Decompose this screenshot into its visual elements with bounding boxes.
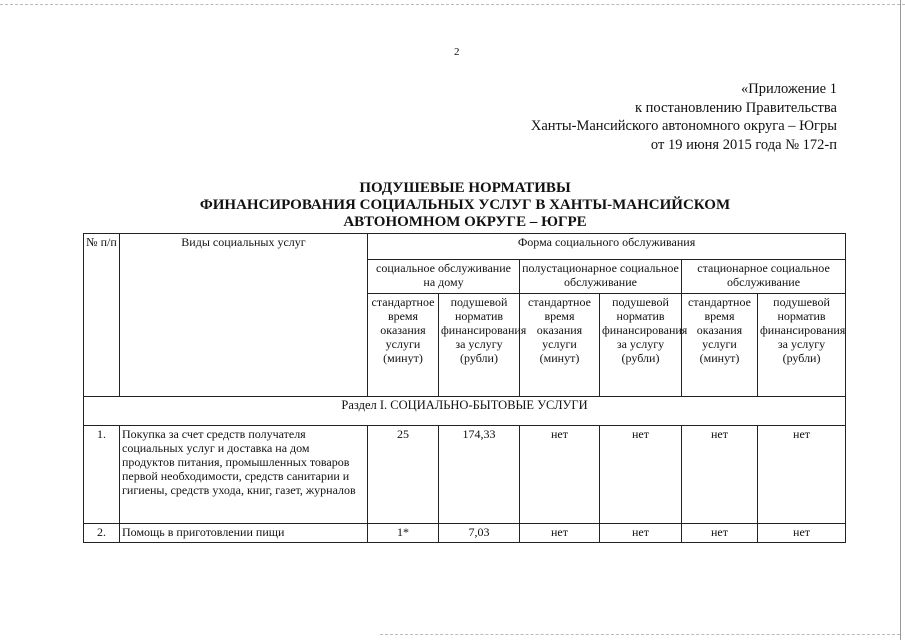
cell-value: 7,03 xyxy=(439,524,520,543)
service-name: Покупка за счет средств получателя социальных услуг и доставка на дом продуктов питания, промышленных товаров первой необходимости, средств санитарии и гигиены, средств ухода, книг, газет, журналов xyxy=(120,426,368,524)
cell-value: 1* xyxy=(368,524,439,543)
header-form-semistationary: полустационарное социальное обслуживание xyxy=(520,260,682,294)
header-form: Форма социального обслуживания xyxy=(368,234,846,260)
cell-value: 25 xyxy=(368,426,439,524)
cell-value: 174,33 xyxy=(439,426,520,524)
row-number: 1. xyxy=(84,426,120,524)
cell-value: нет xyxy=(682,426,758,524)
header-num: № п/п xyxy=(84,234,120,397)
service-name: Помощь в приготовлении пищи xyxy=(120,524,368,543)
header-subcol: подушевой норматив финансирования за услугу (рубли) xyxy=(439,294,520,397)
page-number: 2 xyxy=(454,46,460,58)
table-row xyxy=(84,426,846,524)
title-line-2: ФИНАНСИРОВАНИЯ СОЦИАЛЬНЫХ УСЛУГ В ХАНТЫ-МАНСИЙСКОМ xyxy=(199,197,731,213)
document-title xyxy=(195,180,735,231)
scan-edge-top xyxy=(0,4,905,6)
appendix-line-3: Ханты-Мансийского автономного округа – Югры xyxy=(530,118,837,134)
header-subcol: стандартное время оказания услуги (минут) xyxy=(368,294,439,397)
norms-table xyxy=(83,233,846,543)
header-services: Виды социальных услуг xyxy=(120,234,368,397)
table-row xyxy=(84,524,846,543)
header-subcol: подушевой норматив финансирования за услугу (рубли) xyxy=(758,294,846,397)
cell-value: нет xyxy=(758,426,846,524)
header-subcol: стандартное время оказания услуги (минут) xyxy=(520,294,600,397)
scan-edge-right xyxy=(900,0,901,640)
cell-value: нет xyxy=(758,524,846,543)
cell-value: нет xyxy=(520,426,600,524)
title-line-1: ПОДУШЕВЫЕ НОРМАТИВЫ xyxy=(359,180,571,196)
header-form-home: социальное обслуживание на дому xyxy=(368,260,520,294)
cell-value: нет xyxy=(600,524,682,543)
scan-edge-bottom xyxy=(380,634,900,636)
header-subcol: подушевой норматив финансирования за услугу (рубли) xyxy=(600,294,682,397)
cell-value: нет xyxy=(600,426,682,524)
section-heading: Раздел I. СОЦИАЛЬНО-БЫТОВЫЕ УСЛУГИ xyxy=(84,397,846,426)
title-line-3: АВТОНОМНОМ ОКРУГЕ – ЮГРЕ xyxy=(343,214,587,230)
appendix-line-2: к постановлению Правительства xyxy=(635,99,837,116)
appendix-reference xyxy=(531,80,837,154)
header-form-stationary: стационарное социальное обслуживание xyxy=(682,260,846,294)
appendix-line-1: «Приложение 1 xyxy=(741,81,837,97)
cell-value: нет xyxy=(682,524,758,543)
appendix-line-4: от 19 июня 2015 года № 172-п xyxy=(650,136,837,153)
cell-value: нет xyxy=(520,524,600,543)
header-subcol: стандартное время оказания услуги (минут) xyxy=(682,294,758,397)
row-number: 2. xyxy=(84,524,120,543)
